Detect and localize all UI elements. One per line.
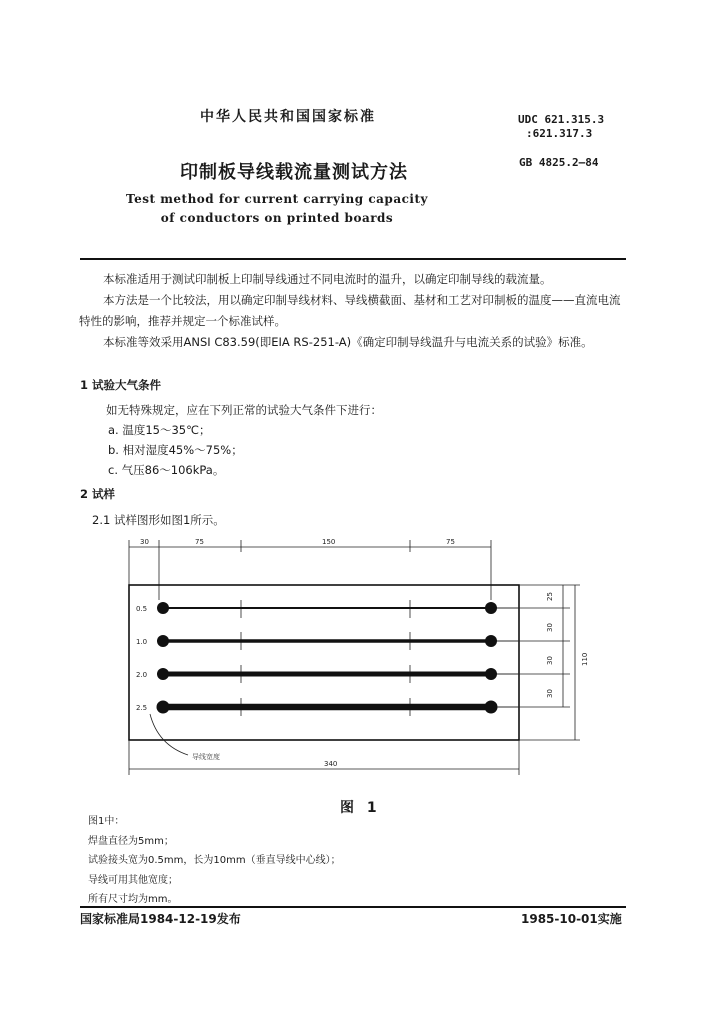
leader-line bbox=[150, 714, 188, 755]
section-2-heading: 2 试样 bbox=[80, 487, 116, 501]
bottom-rule bbox=[80, 906, 626, 908]
dim-right-30b: 30 bbox=[546, 656, 554, 665]
note-line: 试验接头宽为0.5mm，长为10mm（垂直导线中心线）； bbox=[88, 855, 341, 866]
english-title-1: Test method for current carrying capacity bbox=[126, 192, 428, 206]
dim-340: 340 bbox=[324, 760, 338, 768]
issue-date: 国家标准局1984-12-19发布 bbox=[80, 912, 241, 926]
note-line: 图1中： bbox=[88, 816, 125, 827]
gb-number: GB 4825.2—84 bbox=[519, 156, 599, 169]
intro-paragraph-2: 本方法是一个比较法，用以确定印制导线材料、导线横截面、基材和工艺对印制板的温度——直流电流特性的影响，推荐并规定一个标准试样。 bbox=[79, 293, 621, 328]
figure-notes bbox=[88, 812, 341, 910]
udc-line-2: :621.317.3 bbox=[526, 127, 593, 140]
dim-75-right: 75 bbox=[446, 538, 455, 546]
english-title-2: of conductors on printed boards bbox=[160, 211, 394, 225]
width-label-2-0: 2.0 bbox=[136, 671, 148, 679]
dim-75-left: 75 bbox=[195, 538, 204, 546]
dim-30: 30 bbox=[140, 538, 149, 546]
width-label-0-5: 0.5 bbox=[136, 605, 148, 613]
width-label-2-5: 2.5 bbox=[136, 704, 148, 712]
conductor-0-5 bbox=[157, 602, 497, 614]
condition-item-c: c. 气压86～106kPa。 bbox=[108, 463, 225, 477]
udc-line-1: UDC 621.315.3 bbox=[518, 113, 605, 126]
effective-date: 1985-10-01实施 bbox=[521, 912, 622, 926]
conductor-2-0 bbox=[157, 668, 497, 680]
standard-title: 印制板导线载流量测试方法 bbox=[180, 162, 408, 183]
width-label-1-0: 1.0 bbox=[136, 638, 148, 646]
conductor-2-5 bbox=[157, 701, 498, 714]
condition-item-a: a. 温度15～35℃； bbox=[108, 423, 211, 437]
dim-overall-height: 110 bbox=[581, 652, 589, 666]
conductor-1-0 bbox=[157, 635, 497, 647]
center-ticks bbox=[241, 600, 410, 716]
figure-caption: 图 1 bbox=[340, 800, 381, 816]
dim-right-25: 25 bbox=[546, 592, 554, 601]
intro-paragraph-1: 本标准适用于测试印制板上印制导线通过不同电流时的温升，以确定印制导线的载流量。 bbox=[103, 272, 552, 286]
condition-item-b: b. 相对湿度45%～75%； bbox=[108, 443, 243, 457]
note-line: 焊盘直径为5mm； bbox=[88, 835, 174, 847]
dim-right-30a: 30 bbox=[546, 623, 554, 632]
section-2-1: 2.1 试样图形如图1所示。 bbox=[92, 513, 225, 527]
bottom-dimension bbox=[129, 740, 519, 775]
note-line: 所有尺寸均为mm。 bbox=[88, 894, 178, 905]
conductor-extensions bbox=[497, 608, 519, 707]
top-dimension bbox=[129, 540, 491, 600]
intro-paragraph-3: 本标准等效采用ANSI C83.59(即EIA RS-251-A)《确定印制导线温升与电流关系的试验》标准。 bbox=[103, 335, 593, 349]
standard-org: 中华人民共和国国家标准 bbox=[200, 109, 376, 125]
dim-150: 150 bbox=[322, 538, 336, 546]
leader-label: 导线宽度 bbox=[192, 753, 220, 761]
section-1-lead: 如无特殊规定，应在下列正常的试验大气条件下进行： bbox=[106, 403, 382, 417]
note-line: 导线可用其他宽度； bbox=[88, 874, 178, 886]
section-1-heading: 1 试验大气条件 bbox=[80, 378, 162, 392]
dim-right-30c: 30 bbox=[546, 689, 554, 698]
